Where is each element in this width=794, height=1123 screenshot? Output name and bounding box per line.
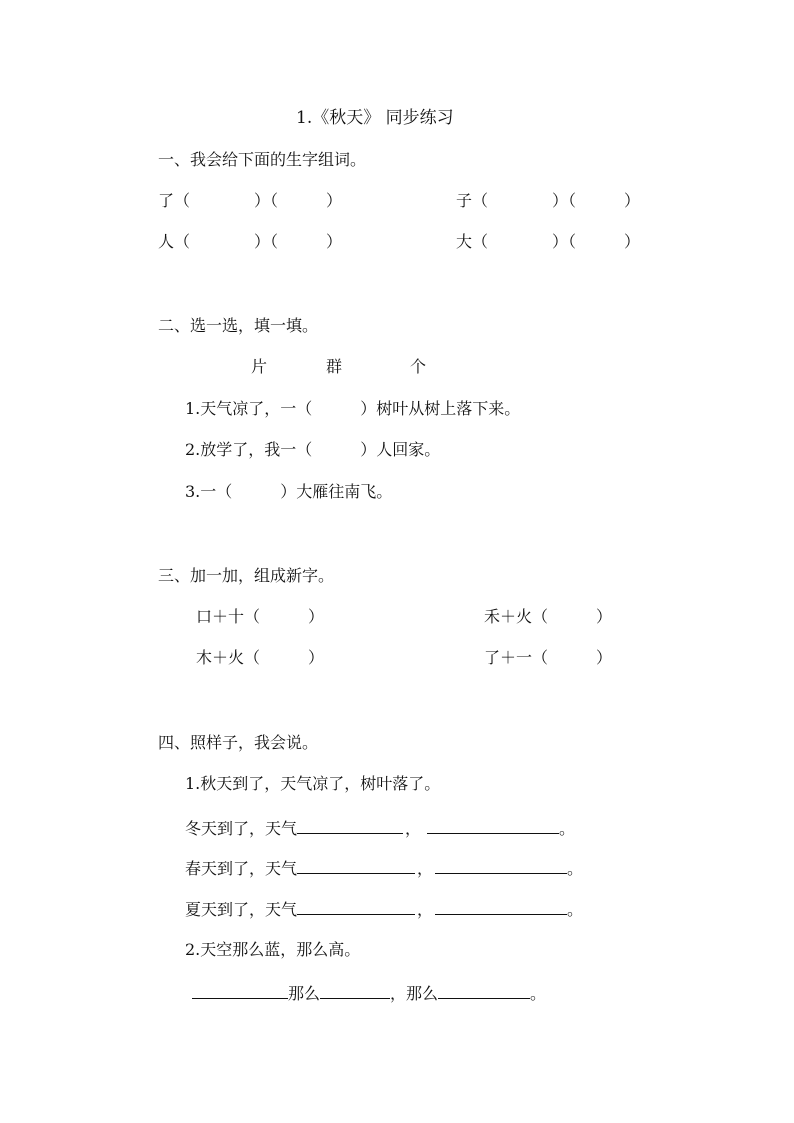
answer-blank[interactable]	[320, 983, 390, 999]
example-sentence-2: 2.天空那么蓝，那么高。	[185, 940, 361, 959]
imitate-row-last: 那么 ，那么 。	[192, 983, 546, 1004]
add-item-4: 了＋一（ ）	[484, 648, 613, 667]
word-item-4: 大（ ）（ ）	[456, 232, 641, 251]
section-1-heading: 一、我会给下面的生字组词。	[158, 150, 367, 169]
answer-blank[interactable]	[297, 899, 415, 915]
answer-blank[interactable]	[435, 899, 567, 915]
word-item-1: 了（ ）（ ）	[158, 191, 343, 210]
answer-blank[interactable]	[438, 983, 530, 999]
page-title: 1.《秋天》 同步练习	[296, 108, 454, 128]
imitate-row-winter: 冬天到了，天气 ， 。	[185, 819, 576, 838]
option-2: 群	[326, 357, 343, 376]
imitate-row-spring: 春天到了，天气 ， 。	[185, 859, 584, 878]
section-4-heading: 四、照样子，我会说。	[158, 733, 319, 752]
answer-blank[interactable]	[427, 818, 559, 834]
word-item-2: 子（ ）（ ）	[456, 191, 641, 210]
section-2-heading: 二、选一选，填一填。	[158, 316, 319, 335]
option-1: 片	[251, 357, 268, 376]
word-item-3: 人（ ）（ ）	[158, 232, 343, 251]
fill-question-3: 3.一（ ）大雁往南飞。	[185, 482, 393, 501]
answer-blank[interactable]	[297, 818, 403, 834]
imitate-row-summer: 夏天到了，天气 ， 。	[185, 900, 584, 919]
answer-blank[interactable]	[192, 983, 288, 999]
answer-blank[interactable]	[435, 858, 567, 874]
answer-blank[interactable]	[297, 858, 415, 874]
section-3-heading: 三、加一加，组成新字。	[158, 566, 335, 585]
example-sentence-1: 1.秋天到了，天气凉了，树叶落了。	[185, 774, 441, 793]
fill-question-1: 1.天气凉了，一（ ）树叶从树上落下来。	[185, 399, 521, 418]
add-item-2: 禾＋火（ ）	[484, 607, 613, 626]
option-3: 个	[410, 357, 427, 376]
add-item-3: 木＋火（ ）	[196, 648, 325, 667]
fill-question-2: 2.放学了，我一（ ）人回家。	[185, 440, 441, 459]
add-item-1: 口＋十（ ）	[196, 607, 325, 626]
